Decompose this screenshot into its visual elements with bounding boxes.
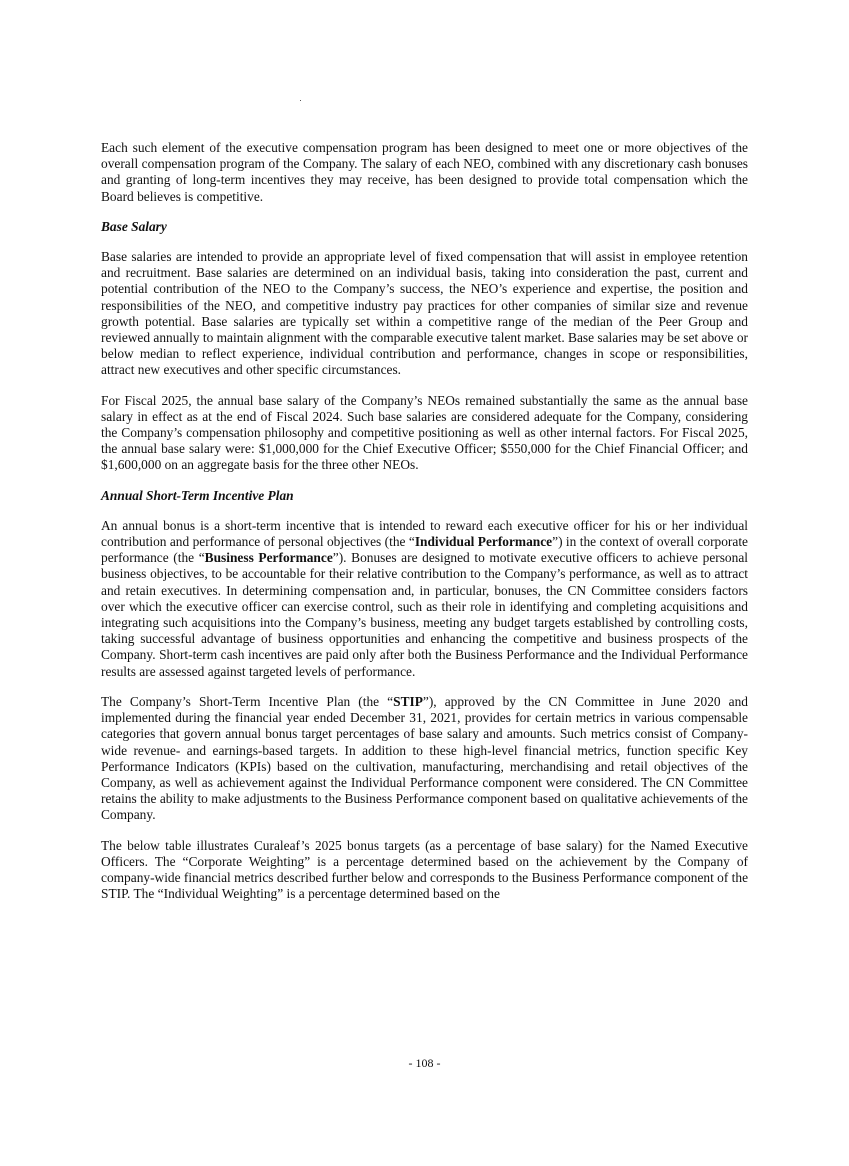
text-segment: ”). Bonuses are designed to motivate executive officers to achieve personal business objectives, to be accountable for their relative contribution to the Company’s performance, as well as to attract and retain executives. In determining compensation and, in particular, bonuses, the CN Committee considers factors over which the executive officer can exercise control, such as their role in identifying and completing acquisitions and integrating such acquisitions into the Company’s business, meeting any budget targets established by controlling costs, taking successful advantage of business opportunities and enhancing the competitive and business prospects of the Company. Short-term cash incentives are paid only after both the Business Performance and the Individual Performance results are assessed against targeted levels of performance. <box>101 550 748 679</box>
paragraph-program-objectives: Each such element of the executive compensation program has been designed to meet one or more objectives of the overall compensation program of the Company. The salary of each NEO, combined with any discretionary cash bonuses and granting of long-term incentives they may receive, has been designed to provide total compensation which the Board believes is competitive. <box>101 140 748 204</box>
paragraph-fiscal-2025-salary: For Fiscal 2025, the annual base salary of the Company’s NEOs remained substantially the same as the annual base salary in effect as at the end of Fiscal 2024. Such base salaries are considered adequate for the Company, considering the Company’s compensation philosophy and competitive positioning as well as other internal factors. For Fiscal 2025, the annual base salary were: $1,000,000 for the Chief Executive Officer; $550,000 for the Chief Financial Officer; and $1,600,000 on an aggregate basis for the three other NEOs. <box>101 392 748 473</box>
heading-base-salary: Base Salary <box>101 218 167 234</box>
page-body <box>101 140 748 916</box>
paragraph-stip-description <box>101 694 748 824</box>
stray-mark <box>300 100 301 101</box>
text-segment: The Company’s Short-Term Incentive Plan (the “ <box>101 693 394 709</box>
paragraph-annual-bonus <box>101 518 748 680</box>
text-segment: An annual bonus is a short-term incentive that is intended to reward each executive officer for his or her individual contribution and performance of personal objectives (the “ <box>101 517 748 550</box>
defined-term-individual-performance: Individual Performance <box>414 534 553 550</box>
defined-term-business-performance: Business Performance <box>204 550 333 566</box>
page-number: - 108 - <box>408 1056 441 1070</box>
defined-term-stip: STIP <box>393 693 423 709</box>
heading-annual-stip: Annual Short-Term Incentive Plan <box>101 487 294 503</box>
paragraph-base-salary-description: Base salaries are intended to provide an appropriate level of fixed compensation that will assist in employee retention and recruitment. Base salaries are determined on an individual basis, taking into consideration the past, current and potential contribution of the NEO to the Company’s success, the NEO’s experience and expertise, the position and responsibilities of the NEO, and competitive industry pay practices for other companies of similar size and revenue growth potential. Base salaries are typically set within a competitive range of the median of the Peer Group and reviewed annually to maintain alignment with the comparable executive talent market. Base salaries may be set above or below median to reflect experience, individual contribution and performance, changes in scope or responsibilities, attract new executives and other specific circumstances. <box>101 249 748 378</box>
paragraph-bonus-targets-table-intro: The below table illustrates Curaleaf’s 2025 bonus targets (as a percentage of base salary) for the Named Executive Officers. The “Corporate Weighting” is a percentage determined based on the achievement by the Company of company-wide financial metrics described further below and corresponds to the Business Performance component of the STIP. The “Individual Weighting” is a percentage determined based on the <box>101 837 749 902</box>
text-segment: ”), approved by the CN Committee in June 2020 and implemented during the financial year ended December 31, 2021, provides for certain metrics in various compensable categories that govern annual bonus target percentages of base salary and amounts. Such metrics consist of Company-wide revenue- and earnings-based targets. In addition to these high-level financial metrics, function specific Key Performance Indicators (KPIs) based on the cultivation, manufacturing, merchandising and retail objectives of the Company, as well as achievement against the Individual Performance component were considered. The CN Committee retains the ability to make adjustments to the Business Performance component based on qualitative achievements of the Company. <box>101 693 748 823</box>
text-segment: ”) in the context of overall corporate performance (the “ <box>101 534 748 566</box>
